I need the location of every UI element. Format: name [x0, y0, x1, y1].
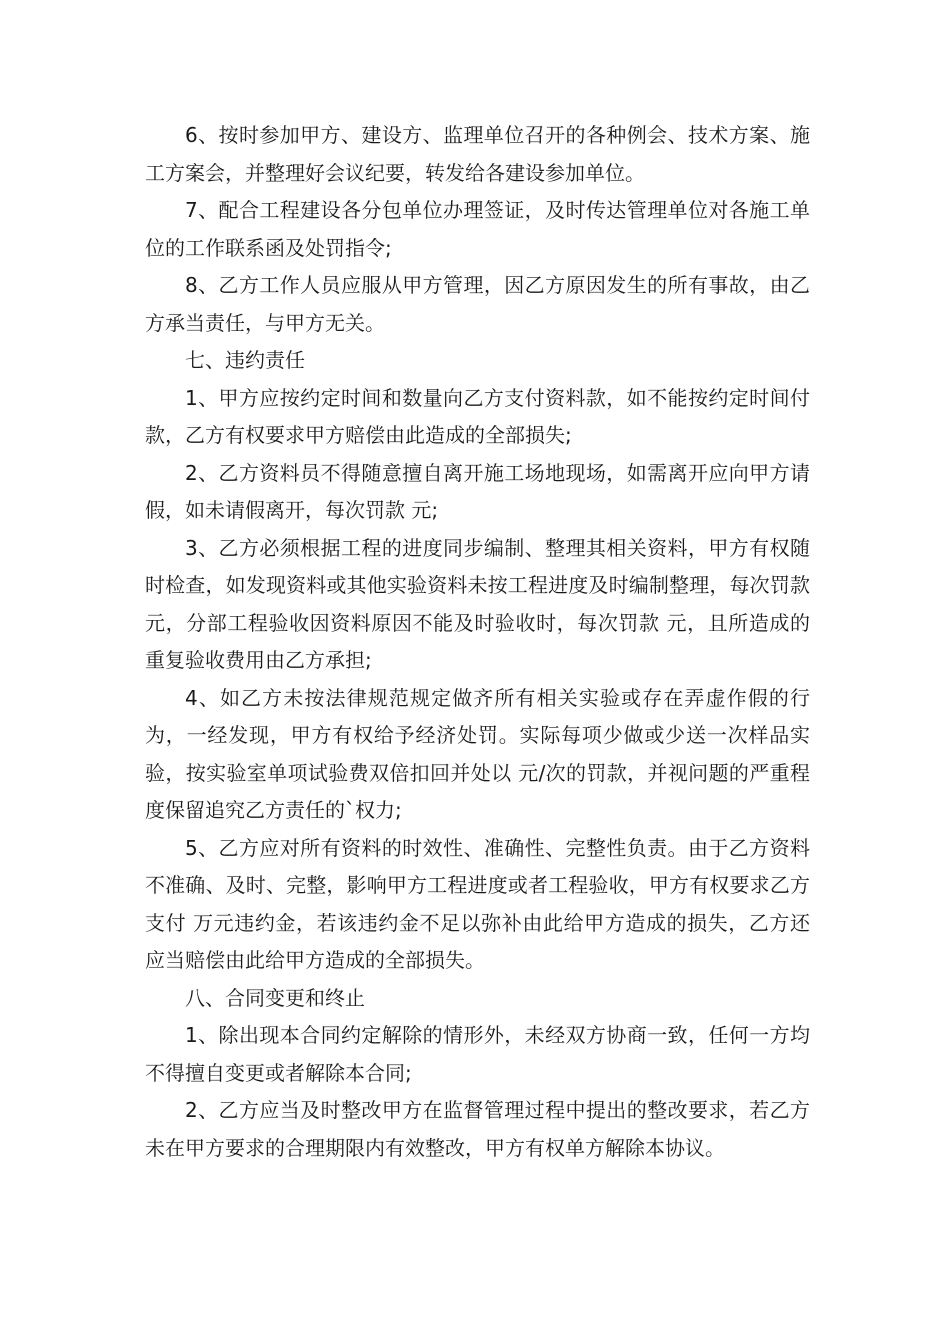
paragraph-change-1: 1、除出现本合同约定解除的情形外，未经双方协商一致，任何一方均不得擅自变更或者解除本合同; — [145, 1023, 810, 1085]
paragraph-breach-3: 3、乙方必须根据工程的进度同步编制、整理其相关资料，甲方有权随时检查，如发现资料或其他实验资料未按工程进度及时编制整理，每次罚款 元，分部工程验收因资料原因不能及时验收时，每次罚款 元，且所造成的重复验收费用由乙方承担; — [145, 535, 810, 672]
paragraph-change-2: 2、乙方应当及时整改甲方在监督管理过程中提出的整改要求，若乙方未在甲方要求的合理期限内有效整改，甲方有权单方解除本协议。 — [145, 1098, 810, 1160]
paragraph-item-6-meetings: 6、按时参加甲方、建设方、监理单位召开的各种例会、技术方案、施工方案会，并整理好会议纪要，转发给各建设参加单位。 — [145, 123, 810, 185]
section-heading-breach-liability: 七、违约责任 — [185, 348, 305, 372]
paragraph-breach-2: 2、乙方资料员不得随意擅自离开施工场地现场，如需离开应向甲方请假，如未请假离开，每次罚款 元; — [145, 460, 810, 522]
paragraph-item-7-visas: 7、配合工程建设各分包单位办理签证，及时传达管理单位对各施工单位的工作联系函及处罚指令; — [145, 198, 810, 260]
paragraph-item-8-management: 8、乙方工作人员应服从甲方管理，因乙方原因发生的所有事故，由乙方承当责任，与甲方无关。 — [145, 273, 810, 335]
document-body — [145, 117, 810, 1167]
section-heading-change-termination: 八、合同变更和终止 — [185, 985, 365, 1010]
paragraph-breach-5: 5、乙方应对所有资料的时效性、准确性、完整性负责。由于乙方资料不准确、及时、完整，影响甲方工程进度或者工程验收，甲方有权要求乙方支付 万元违约金，若该违约金不足以弥补由此给甲方造成的损失，乙方还应当赔偿由此给甲方造成的全部损失。 — [145, 835, 810, 972]
paragraph-breach-4: 4、如乙方未按法律规范规定做齐所有相关实验或存在弄虚作假的行为，一经发现，甲方有权给予经济处罚。实际每项少做或少送一次样品实验，按实验室单项试验费双倍扣回并处以 元/次的罚款，并视问题的严重程度保留追究乙方责任的`权力; — [145, 685, 810, 822]
paragraph-breach-1: 1、甲方应按约定时间和数量向乙方支付资料款，如不能按约定时间付款，乙方有权要求甲方赔偿由此造成的全部损失; — [145, 385, 810, 447]
